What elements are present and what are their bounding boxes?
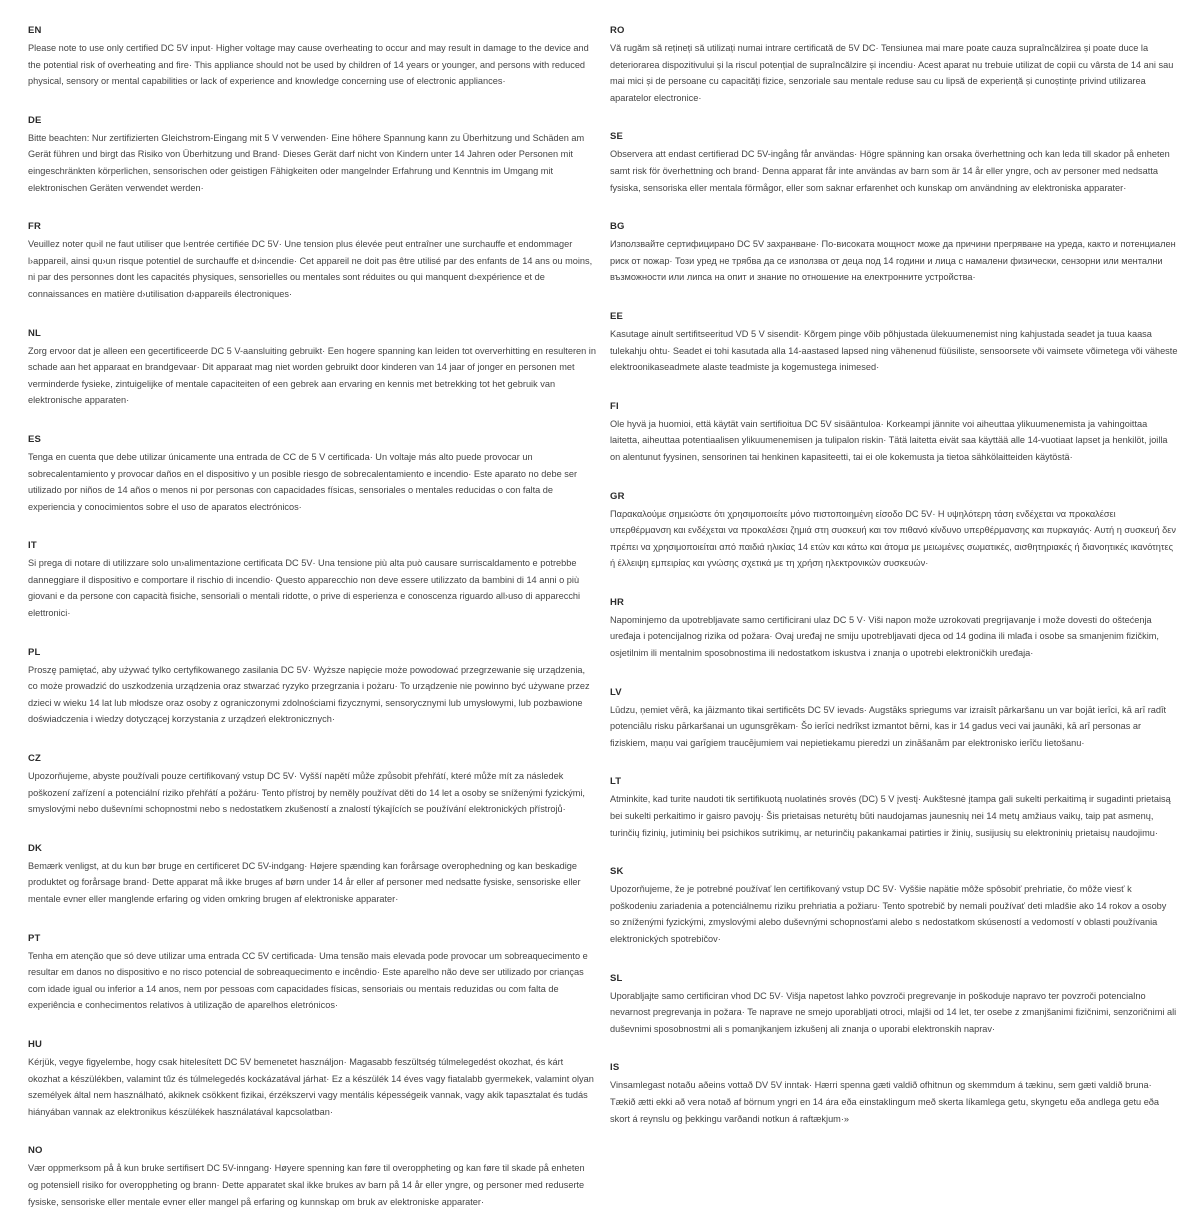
section-hu [28,1038,596,1120]
notice-text: Lūdzu, ņemiet vērā, ka jāizmanto tikai sertificēts DC 5V ievads· Augstāks spriegums var izraisīt pārkaršanu un var bojāt ierīci, kā arī radīt potenciālu risku pārkaršanai un ugunsgrēkam· Šo ierīci nedrīkst izmantot bērni, kas ir 14 gadus veci vai jaunāki, kā arī personas ar fiziskiem, maņu vai garīgiem traucējumiem vai nepietiekamu pieredzi un zināšanām par elektronisko ierīču lietošanu· [610,704,1167,748]
notice-text: Napominjemo da upotrebljavate samo certificirani ulaz DC 5 V· Viši napon može uzrokovati pregrijavanje i može dovesti do oštećenja uređaja i potencijalnog rizika od požara· Ovaj uređaj ne smiju upotrebljavati djeca od 14 godina ili mlađa i osobe sa smanjenim fizičkim, osjetilnim ili mentalnim sposobnostima ili nedostatkom iskustva i znanja o upotrebi elektroničkih uređaja· [610,614,1159,659]
notice-text: Atminkite, kad turite naudoti tik sertifikuotą nuolatinės srovės (DC) 5 V įvestį· Aukštesnė įtampa gali sukelti perkaitimą ir sugadinti prietaisą bei sukelti perkaitimo ir gaisro pavojų· Šis prietaisas neturėtų būti naudojamas jaunesnių nei 14 metų amžiaus vaikų, taip pat asmenų, turinčių fizinių, jutiminių bei psichikos sutrikimų, ar neturinčių pakankamai patirties ir žinių, susijusių su elektroninių prietaisų naudojimu· [610,794,1171,838]
notice-text: Ole hyvä ja huomioi, että käytät vain sertifioitua DC 5V sisääntuloa· Korkeampi jännite voi aiheuttaa ylikuumenemista ja vahingoittaa laitetta, aiheuttaa potentiaalisen ylikuumenemisen ja tulipalon riskin· Tätä laitetta eivät saa käyttää alle 14-vuotiaat lapset ja henkilöt, joilla on alentunut fyysinen, sensorinen tai henkinen kapasiteetti, tai ei ole kokemusta ja tietoa sähkölaitteiden käytöstä· [610,418,1168,462]
language-code: CZ [28,753,42,765]
section-nl [28,327,596,409]
language-code: EE [610,310,624,322]
notice-text: Please note to use only certified DC 5V input· Higher voltage may cause overheating to occur and may result in damage to the device and the potential risk of overheating and fire· This appliance should not be used by children of 14 years or younger, and persons with reduced physical, sensory or mental capabilities or lack of experience and knowledge concerning use of electronic appliances· [28,43,589,87]
section-es [28,433,596,515]
language-code: SE [610,131,624,143]
notice-text: Παρακαλούμε σημειώστε ότι χρησιμοποιείτε μόνο πιστοποιημένη είσοδο DC 5V· Η υψηλότερη τάση ενδέχεται να προκαλέσει υπερθέρμανση και ενδέχεται να προκαλέσει ζημιά στη συσκευή και τον πιθανό κίνδυνο υπερθέρμανσης και πυρκαγιάς· Αυτή η συσκευή δεν πρέπει να χρησιμοποιείται από παιδιά ηλικίας 14 ετών και κάτω και άτομα με μειωμένες σωματικές, αισθητηριακές ή διανοητικές ικανότητες ή έλλειψη εμπειρίας και γνώσης σχετικά με τη χρήση ηλεκτρονικών συσκευών· [610,508,1176,569]
language-code: DK [28,842,43,854]
notice-text: Si prega di notare di utilizzare solo un›alimentazione certificata DC 5V· Una tensione più alta può causare surriscaldamento e potrebbe danneggiare il dispositivo e comportare il rischio di incendio· Questo apparecchio non deve essere utilizzato da bambini di 14 anni o più giovani e da persone con capacità fisiche, sensoriali o mentali ridotte, o prive di esperienza e conoscenza riguardo all›uso di apparecchi elettronici· [28,558,581,619]
language-code: EN [28,25,42,36]
section-sl [610,972,1178,1038]
language-code: BG [610,221,625,233]
language-code: LV [610,686,622,698]
section-gr [610,490,1178,572]
section-hr [610,596,1178,662]
section-ee [610,310,1178,376]
notice-text: Използвайте сертифицирано DC 5V захранване· По-високата мощност може да причини прегряване на уреда, както и потенциален риск от пожар· Този уред не трябва да се използва от деца под 14 години и лица с намалени физически, сензорни или ментални възможности или липса на опит и знание по отношение на електронните устройства· [610,239,1176,283]
section-pl [28,646,596,728]
notice-text: Vinsamlegast notaðu aðeins vottað DV 5V inntak· Hærri spenna gæti valdið ofhitnun og skemmdum á tækinu, sem gæti valdið bruna· Tækið ætti ekki að vera notað af börnum yngri en 14 ára eða einstaklingum með skerta líkamlega getu, skyngetu eða andlega getu eða skort á reynslu og þekkingu varðandi notkun á raftækjum·» [610,1080,1160,1124]
notice-text: Bemærk venligst, at du kun bør bruge en certificeret DC 5V-indgang· Højere spænding kan forårsage overophedning og kan beskadige produktet og forårsage brand· Dette apparat må ikke bruges af børn under 14 år eller af personer med nedsatte fysiske, sensoriske eller mentale evner eller manglende erfaring og viden omkring brugen af elektroniske apparater· [28,860,581,904]
notice-text: Vær oppmerksom på å kun bruke sertifisert DC 5V-inngang· Høyere spenning kan føre til overoppheting og kan føre til skade på enheten og potensiell risiko for overoppheting og brann· Dette apparatet skal ikke brukes av barn på 14 år eller yngre, og personer med reduserte fysiske, sensoriske eller mentale evner eller mangel på erfaring og kunnskap om bruk av elektroniske apparater· [28,1163,585,1207]
language-code: ES [28,433,42,445]
notice-text: Tenga en cuenta que debe utilizar únicamente una entrada de CC de 5 V certificada· Un voltaje más alto puede provocar un sobrecalentamiento y provocar daños en el dispositivo y un posible riesgo de sobrecalentamiento e incendio· Este aparato no debe ser utilizado por niños de 14 años o menos ni por personas con capacidades físicas, sensoriales o mentales reducidas o con falta de experiencia y conocimientos sobre el uso de aparatos electrónicos· [28,451,578,512]
language-code: NL [28,327,42,339]
language-code: SL [610,972,623,984]
language-code: LT [610,776,622,788]
notice-text: Observera att endast certifierad DC 5V-ingång får användas· Högre spänning kan orsaka överhettning och kan leda till skador på enheten samt risk för överhettning och brand· Denna apparat får inte användas av barn som är 14 år eller yngre, och av personer med nedsatta fysiska, sensoriska eller mentala förmågor, eller som saknar erfarenhet och kunskap om användning av elektroniska apparater· [610,149,1170,193]
left-column [28,24,596,1207]
notice-text: Proszę pamiętać, aby używać tylko certyfikowanego zasilania DC 5V· Wyższe napięcie może powodować przegrzewanie się urządzenia, co może prowadzić do uszkodzenia urządzenia oraz stwarzać ryzyko przegrzania i pożaru· To urządzenie nie powinno być używane przez dzieci w wieku 14 lat lub młodsze oraz osoby z ograniczonymi zdolnościami fizycznymi, sensorycznymi lub umysłowymi, lub pozbawione doświadczenia i wiedzy dotyczącej korzystania z urządzeń elektronicznych· [28,664,590,725]
language-code: DE [28,114,42,126]
notice-text: Upozorňujeme, že je potrebné používať len certifikovaný vstup DC 5V· Vyššie napätie môže spôsobiť prehriatie, čo môže viesť k poškodeniu zariadenia a potenciálnemu riziku prehriatia a požiaru· Tento spotrebič by nemali používať deti mladšie ako 14 rokov a osoby so zníženými fyzickými, zmyslovými alebo duševnými schopnosťami alebo s nedostatkom skúseností a vedomostí v oblasti používania elektronických spotrebičov· [610,884,1167,944]
language-code: FR [28,221,42,233]
language-code: IS [610,1062,620,1074]
section-it [28,539,596,621]
notice-text: Zorg ervoor dat je alleen een gecertificeerde DC 5 V-aansluiting gebruikt· Een hogere spanning kan leiden tot oververhitting en resulteren in schade aan het apparaat en brandgevaar· Dit apparaat mag niet worden gebruikt door kinderen van 14 jaar of jonger en personen met verminderde fysieke, zintuigelijke of mentale capaciteiten of een gebrek aan ervaring en kennis met betrekking tot het gebruik van elektronische apparaten· [28,345,596,406]
notice-text: Tenha em atenção que só deve utilizar uma entrada CC 5V certificada· Uma tensão mais elevada pode provocar um sobreaquecimento e resultar em danos no dispositivo e no risco potencial de sobreaquecimento e incêndio· Este aparelho não deve ser utilizado por crianças com idade igual ou inferior a 14 anos, nem por pessoas com capacidades físicas, sensoriais ou mentais reduzidas ou com falta de experiência e conhecimentos relativos à utilização de aparelhos eletrónicos· [28,950,588,1011]
section-lt [610,775,1178,841]
section-bg [610,220,1178,286]
section-en [28,24,596,90]
notice-text: Kasutage ainult sertifitseeritud VD 5 V sisendit· Kõrgem pinge võib põhjustada ülekuumenemist ning kahjustada seadet ja tuua kaasa tulekahju ohtu· Seadet ei tohi kasutada alla 14-aastased lapsed ning vähenenud füüsiliste, sensoorsete või vaimsete võimetega või väheste elektroonikaseadmete alaste teadmiste ja kogemustega inimesed· [610,328,1178,373]
notice-text: Uporabljajte samo certificiran vhod DC 5V· Višja napetost lahko povzroči pregrevanje in poškoduje napravo ter povzroči potencialno nevarnost pregrevanja in požara· Te naprave ne smejo uporabljati otroci, mlajši od 14 let, ter osebe z zmanjšanimi fizičnimi, senzoričnimi ali duševnimi sposobnostmi ali s pomanjkanjem izkušenj ali znanja o uporabi elektronskih naprav· [610,990,1177,1034]
notice-text: Upozorňujeme, abyste používali pouze certifikovaný vstup DC 5V· Vyšší napětí může způsobit přehřátí, které může mít za následek poškození zařízení a potenciální riziko přehřátí a požáru· Tento přístroj by neměly používat děti do 14 let a osoby se sníženými fyzickými, smyslovými nebo duševními schopnostmi nebo s nedostatkem zkušeností a znalostí týkajících se používání elektronických přístrojů· [28,771,585,815]
language-code: IT [28,540,37,552]
section-sk [610,865,1178,947]
section-no [28,1144,596,1210]
language-code: HR [610,596,625,608]
section-fi [610,400,1178,466]
language-code: PT [28,932,41,944]
section-ro [610,24,1178,106]
language-code: RO [610,25,625,36]
language-code: NO [28,1145,43,1157]
notice-text: Kérjük, vegye figyelembe, hogy csak hitelesített DC 5V bemenetet használjon· Magasabb feszültség túlmelegedést okozhat, és kárt okozhat a készülékben, valamint tűz és túlmelegedés kockázatával járhat· Ez a készülék 14 éves vagy fiatalabb gyermekek, valamint olyan személyek által nem használható, akiknek csökkent fizikai, érzékszervi vagy mentális képességeik vannak, vagy akik tapasztalat és tudás hiányában vannak az elektronikus készülékek használatával kapcsolatban· [28,1056,594,1117]
notice-text: Vă rugăm să rețineți să utilizați numai intrare certificată de 5V DC· Tensiunea mai mare poate cauza supraîncălzirea și poate duce la deteriorarea dispozitivului și la riscul potențial de supraîncălzire și incendiu· Acest aparat nu trebuie utilizat de copii cu vârsta de 14 ani sau mai mici și de persoane cu capacități fizice, senzoriale sau mentale reduse sau cu lipsă de experiență și cunoștințe privind utilizarea aparatelor electronice· [610,43,1174,103]
section-cz [28,752,596,818]
section-pt [28,932,596,1014]
section-lv [610,686,1178,752]
section-fr [28,220,596,302]
language-code: FI [610,400,619,412]
notice-text: Veuillez noter qu›il ne faut utiliser que l›entrée certifiée DC 5V· Une tension plus élevée peut entraîner une surchauffe et endommager l›appareil, ainsi qu›un risque potentiel de surchauffe et d›incendie· Cet appareil ne doit pas être utilisé par des enfants de 14 ans ou moins, ni par des personnes dont les capacités physiques, sensorielles ou mentales sont réduites ou qui manquent d›expérience et de connaissances en matière d›utilisation d›appareils électroniques· [28,239,593,299]
language-code: HU [28,1038,43,1050]
section-de [28,114,596,196]
section-dk [28,842,596,908]
language-code: SK [610,866,624,878]
language-code: PL [28,646,41,658]
right-column [610,24,1178,1200]
section-se [610,130,1178,196]
section-is [610,1061,1178,1127]
language-code: GR [610,490,625,502]
notice-text: Bitte beachten: Nur zertifizierten Gleichstrom-Eingang mit 5 V verwenden· Eine höhere Spannung kann zu Überhitzung und Schäden am Gerät führen und birgt das Risiko von Überhitzung und Brand· Dieses Gerät darf nicht von Kindern unter 14 Jahren oder Personen mit eingeschränkten körperlichen, sensorischen oder geistigen Fähigkeiten oder mangelnder Erfahrung und Kenntnis im Umgang mit elektronischen Geräten verwendet werden· [28,132,585,193]
